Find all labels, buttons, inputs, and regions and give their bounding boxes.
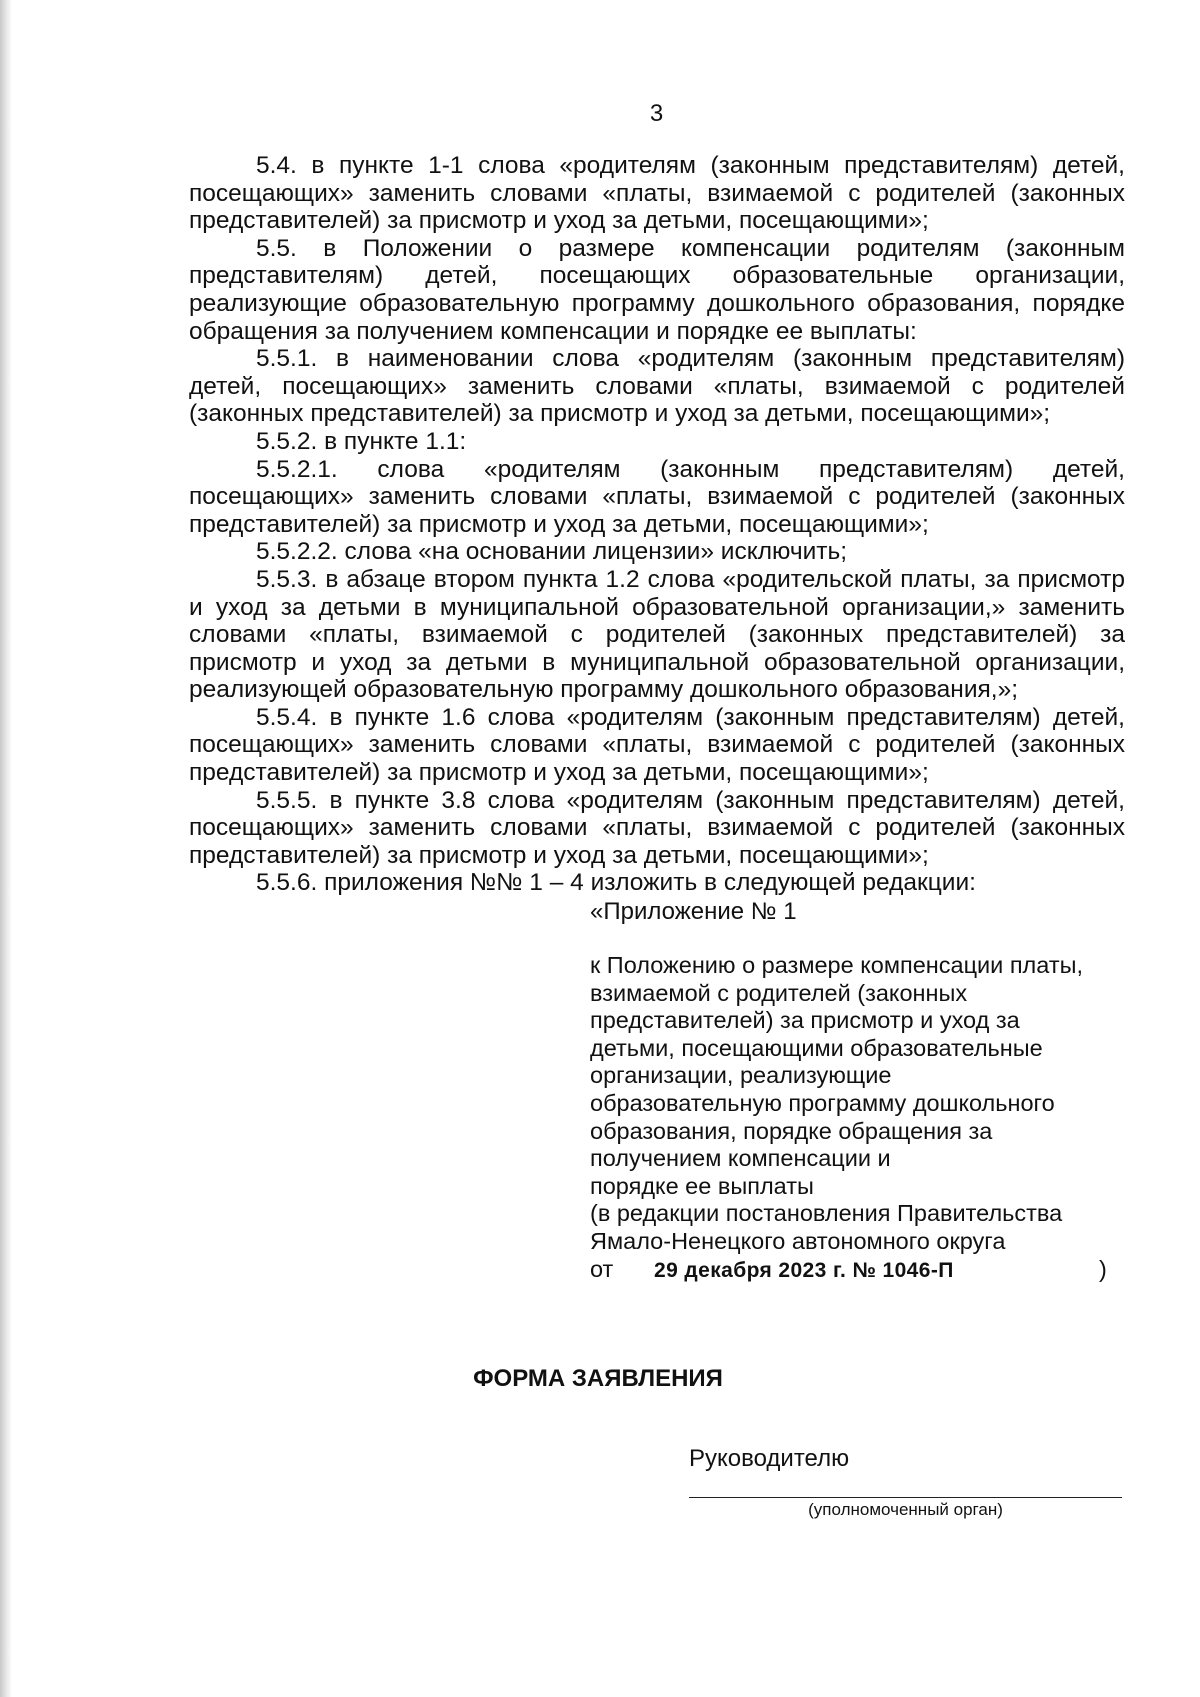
appendix-line: получением компенсации и: [590, 1145, 891, 1172]
page-number: 3: [649, 100, 664, 127]
appendix-header: «Приложение № 1: [590, 898, 797, 925]
decree-reference: [590, 1256, 1110, 1284]
paragraph-5-5-2: 5.5.2. в пункте 1.1:: [256, 427, 467, 455]
appendix-line: образования, порядке обращения за: [590, 1117, 993, 1144]
paragraph-5-5-5: 5.5.5. в пункте 3.8 слова «родителям (законным представителям) детей, посещающих» заменить словами «платы, взимаемой с родителей (законных представителей) за присмотр и уход за детьми, посещающими»;: [189, 786, 1125, 869]
appendix-line: организации, реализующие: [590, 1062, 892, 1089]
appendix-line: к Положению о размере компенсации платы,: [590, 952, 1084, 978]
scan-edge: [0, 0, 12, 1697]
appendix-line: детьми, посещающими образовательные: [590, 1034, 1043, 1061]
decree-date-stamp: 29 декабря 2023 г. № 1046-П: [654, 1258, 954, 1282]
appendix-line: взимаемой с родителей (законных: [590, 979, 968, 1006]
appendix-line: порядке ее выплаты: [590, 1172, 814, 1199]
appendix-line: представителей) за присмотр и уход за: [590, 1007, 1020, 1034]
addressee-caption: (уполномоченный орган): [808, 1500, 1003, 1519]
paragraph-5-5-3: 5.5.3. в абзаце втором пункта 1.2 слова «родительской платы, за присмотр и уход за детьми в муниципальной образовательной организации,» заменить словами «платы, взимаемой с родителей (законных представителей) за присмотр и уход за детьми в муниципальной образовательной организации, реализующей образовательную программу дошкольного образования,»;: [189, 565, 1125, 704]
paragraph-5-5-2-2: 5.5.2.2. слова «на основании лицензии» исключить;: [256, 538, 848, 566]
addressee-label: Руководителю: [689, 1445, 850, 1472]
appendix-caption: [590, 952, 1130, 1284]
appendix-line: Ямало-Ненецкого автономного округа: [590, 1227, 1006, 1254]
paragraph-5-4: 5.4. в пункте 1-1 слова «родителям (законным представителям) детей, посещающих» заменить словами «платы, взимаемой с родителей (законных представителей) за присмотр и уход за детьми, посещающими»;: [189, 152, 1125, 235]
paragraph-5-5-2-1: 5.5.2.1. слова «родителям (законным представителям) детей, посещающих» заменить словами «платы, взимаемой с родителей (законных представителей) за присмотр и уход за детьми, посещающими»;: [189, 455, 1125, 538]
appendix-line: образовательную программу дошкольного: [590, 1089, 1055, 1116]
paragraph-5-5: 5.5. в Положении о размере компенсации родителям (законным представителям) детей, посещающих образовательные организации, реализующие образовательную программу дошкольного образования, порядке обращения за получением компенсации и порядке ее выплаты:: [189, 234, 1125, 345]
paragraph-5-5-4: 5.5.4. в пункте 1.6 слова «родителям (законным представителям) детей, посещающих» заменить словами «платы, взимаемой с родителей (законных представителей) за присмотр и уход за детьми, посещающими»;: [189, 703, 1125, 787]
paragraph-5-5-6: 5.5.6. приложения №№ 1 – 4 изложить в следующей редакции:: [256, 869, 976, 897]
ot-label: от: [590, 1255, 614, 1282]
addressee-blank-line: [689, 1497, 1122, 1498]
amendment-text: [189, 152, 1125, 897]
paragraph-5-5-1: 5.5.1. в наименовании слова «родителям (законным представителям) детей, посещающих» заменить словами «платы, взимаемой с родителей (законных представителей) за присмотр и уход за детьми, посещающими»;: [189, 345, 1125, 428]
form-title: ФОРМА ЗАЯВЛЕНИЯ: [473, 1365, 723, 1392]
closing-parenthesis: ): [1099, 1255, 1107, 1282]
appendix-line: (в редакции постановления Правительства: [590, 1200, 1063, 1227]
